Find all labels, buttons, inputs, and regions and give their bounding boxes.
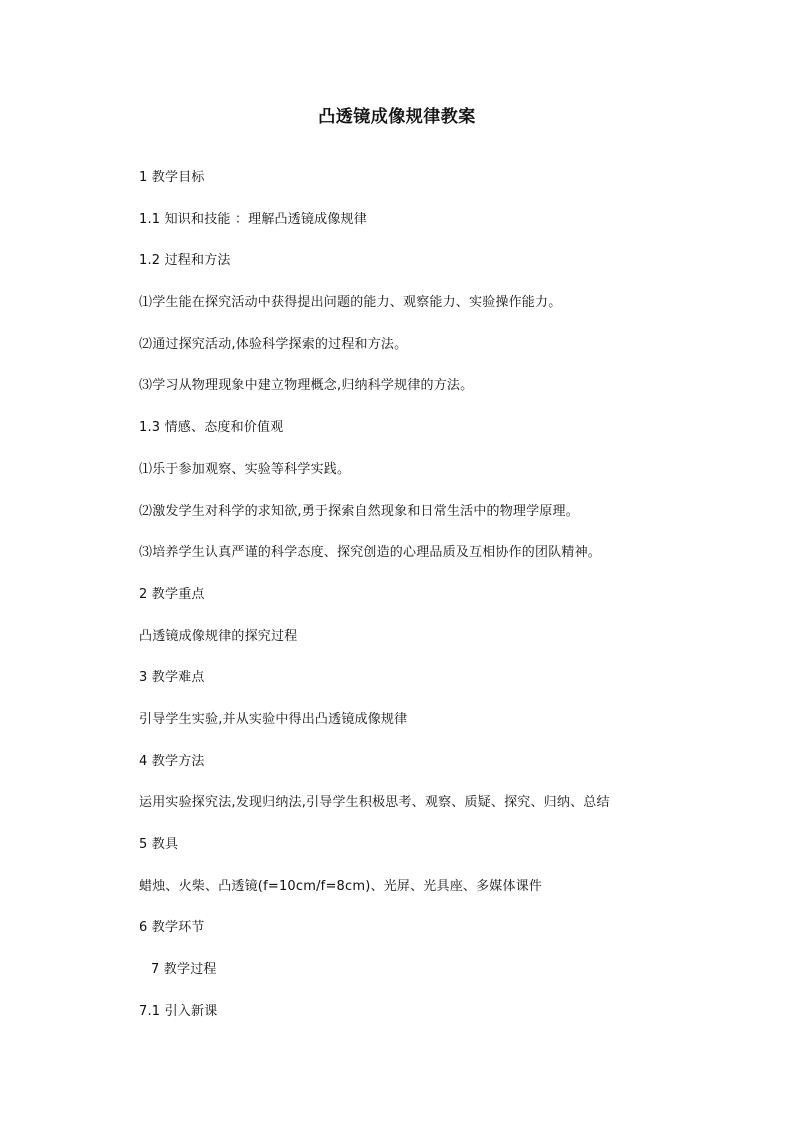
subheading-knowledge-skills: 1.1 知识和技能 ：理解凸透镜成像规律 <box>139 211 367 227</box>
heading-key-points: 2 教学重点 <box>139 586 205 602</box>
subheading-introduce-lesson: 7.1 引入新课 <box>139 1003 218 1019</box>
paragraph: ⑶学习从物理现象中建立物理概念,归纳科学规律的方法。 <box>139 378 474 394</box>
paragraph: 运用实验探究法,发现归纳法,引导学生积极思考、观察、质疑、探究、归纳、总结 <box>139 795 610 811</box>
heading-teaching-methods: 4 教学方法 <box>139 753 205 769</box>
paragraph: ⑴乐于参加观察、实验等科学实践。 <box>139 461 351 477</box>
heading-teaching-goals: 1 教学目标 <box>139 170 205 185</box>
document-body <box>139 166 739 1041</box>
document-title: 凸透镜成像规律教案 <box>318 107 476 127</box>
paragraph: ⑶培养学生认真严谨的科学态度、探究创造的心理品质及互相协作的团队精神。 <box>139 545 602 561</box>
heading-difficulties: 3 教学难点 <box>139 670 205 686</box>
paragraph: 凸透镜成像规律的探究过程 <box>139 628 298 644</box>
paragraph: ⑴学生能在探究活动中获得提出问题的能力、观察能力、实验操作能力。 <box>139 295 562 311</box>
heading-teaching-stages: 6 教学环节 <box>139 920 205 936</box>
subheading-emotion-attitude-values: 1.3 情感、态度和价值观 <box>139 420 284 436</box>
paragraph: 蜡烛、火柴、凸透镜(f=10cm/f=8cm)、光屏、光具座、多媒体课件 <box>139 878 543 894</box>
paragraph: 引导学生实验,并从实验中得出凸透镜成像规律 <box>139 711 408 727</box>
heading-teaching-aids: 5 教具 <box>139 837 179 852</box>
subheading-process-methods: 1.2 过程和方法 <box>139 253 231 269</box>
paragraph: ⑵通过探究活动,体验科学探索的过程和方法。 <box>139 336 408 352</box>
paragraph: ⑵激发学生对科学的求知欲,勇于探索自然现象和日常生活中的物理学原理。 <box>139 503 579 519</box>
heading-teaching-process: 7 教学过程 <box>151 962 217 978</box>
